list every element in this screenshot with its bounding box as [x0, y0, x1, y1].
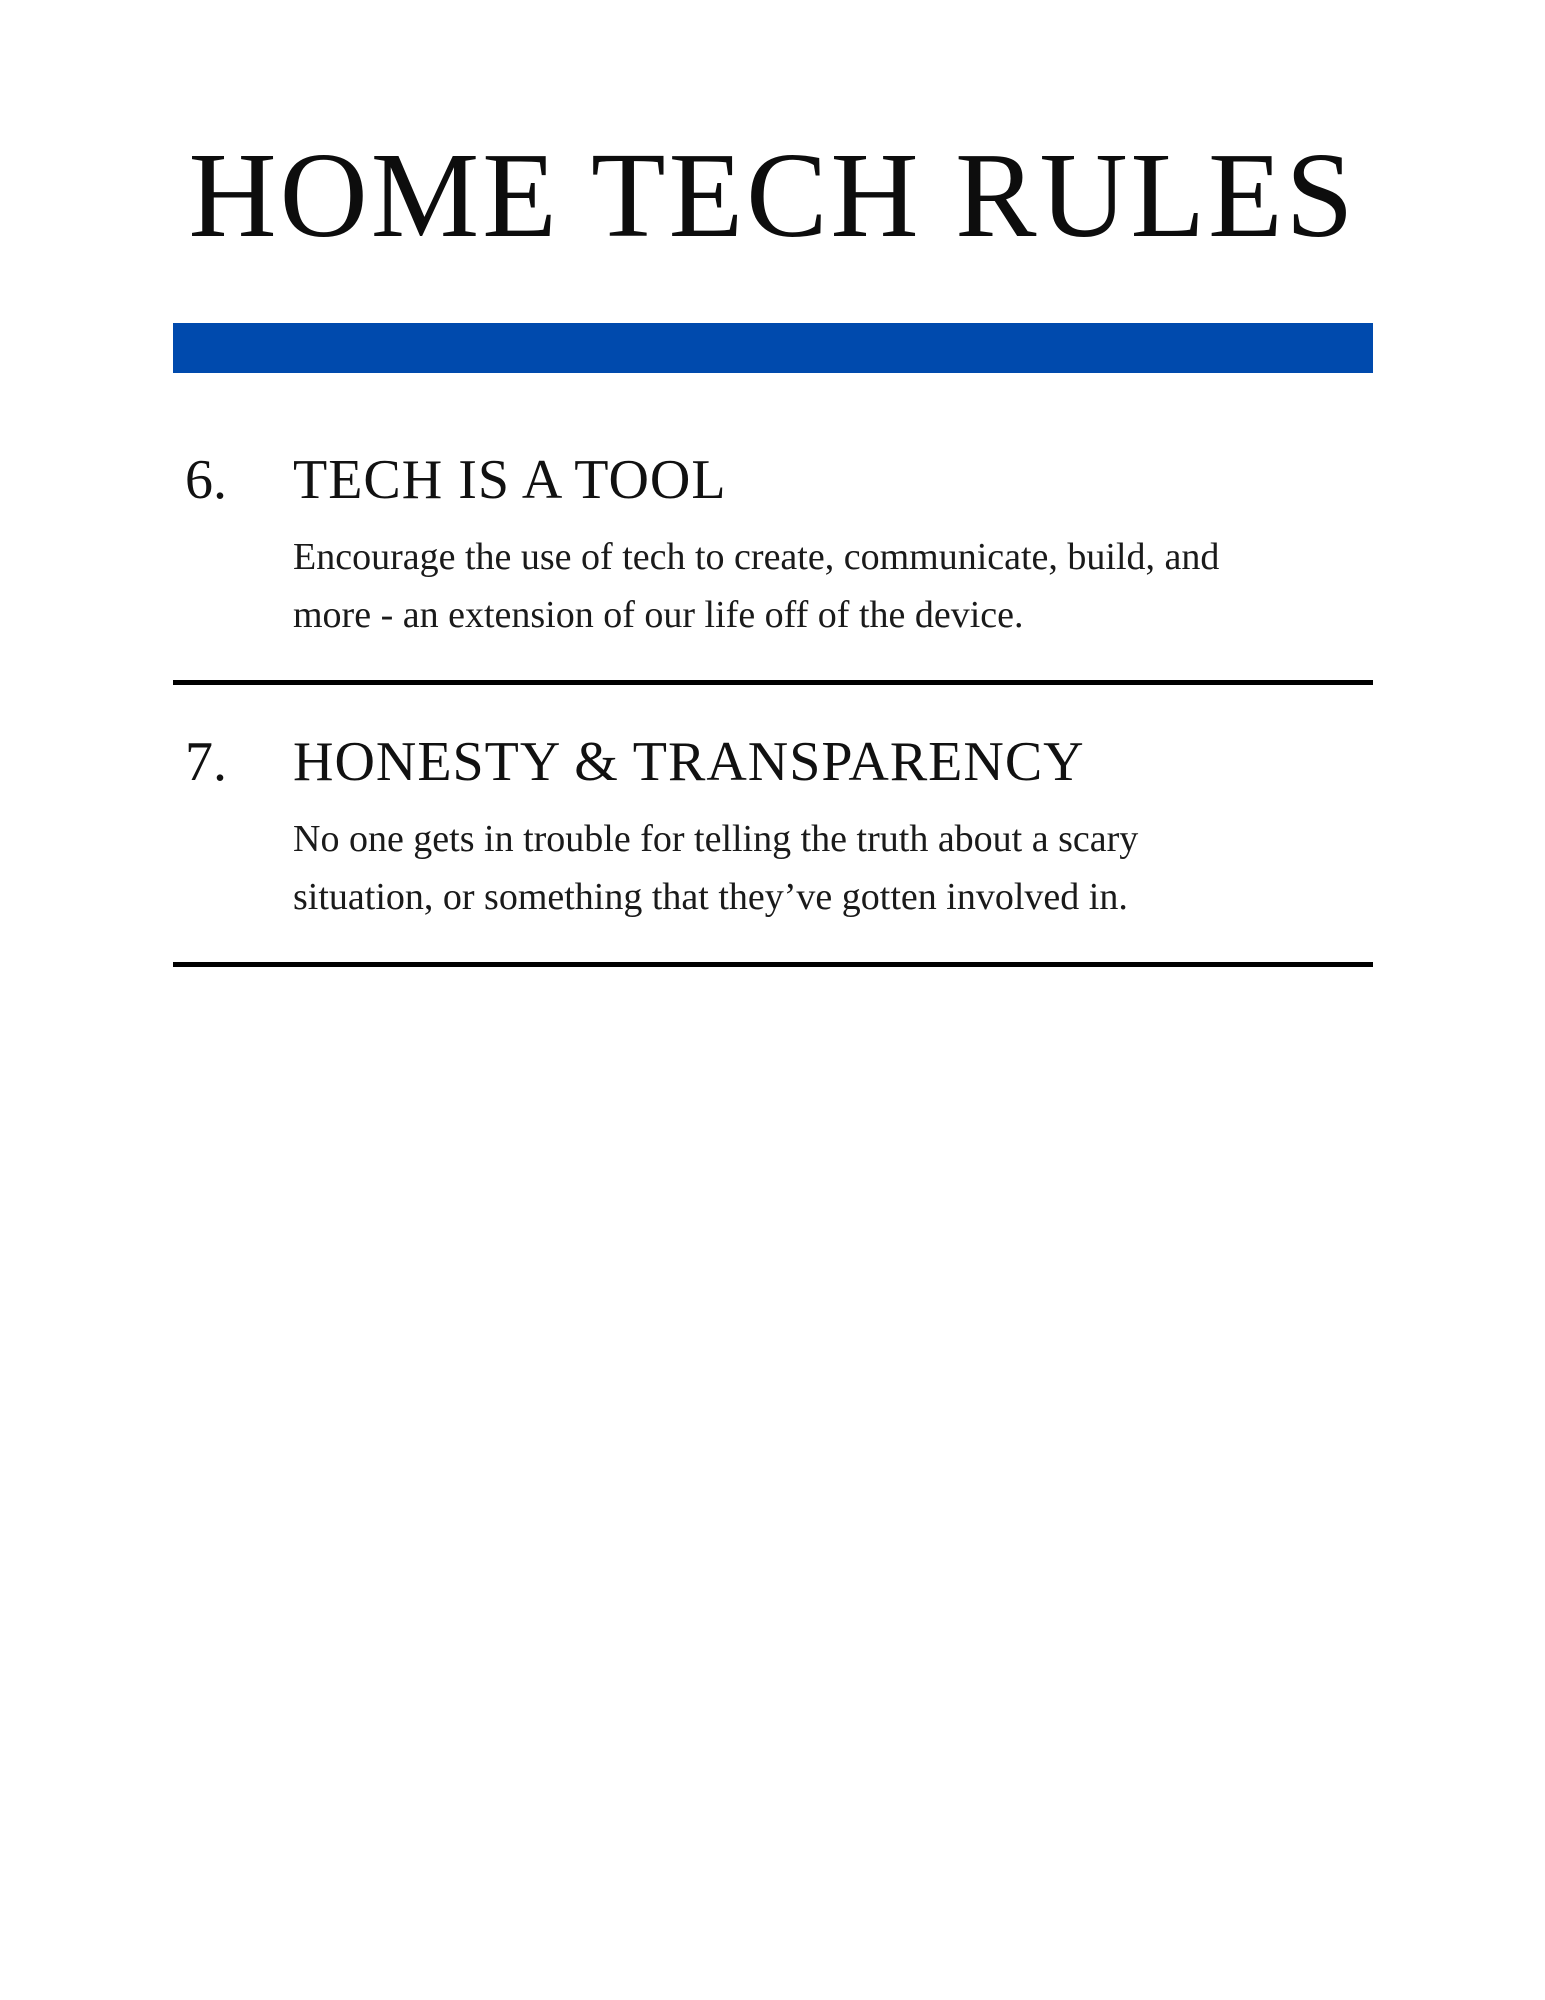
section-divider [173, 962, 1373, 967]
accent-bar [173, 323, 1373, 373]
rule-heading: HONESTY & TRANSPARENCY [293, 731, 1085, 793]
rule-heading: TECH IS A TOOL [293, 449, 727, 511]
rule-description-line: No one gets in trouble for telling the truth about a scary [293, 818, 1139, 860]
rule-number: 7. [185, 731, 227, 793]
rule-description [293, 528, 1313, 644]
rule-description-line: situation, or something that they’ve gotten involved in. [293, 876, 1128, 918]
page-title: HOME TECH RULES [188, 128, 1357, 263]
rule-description-line: more - an extension of our life off of the device. [293, 594, 1024, 636]
section-divider [173, 680, 1373, 685]
rule-number: 6. [185, 449, 227, 511]
rule-description-line: Encourage the use of tech to create, communicate, build, and [293, 536, 1220, 578]
rule-description [293, 810, 1313, 926]
